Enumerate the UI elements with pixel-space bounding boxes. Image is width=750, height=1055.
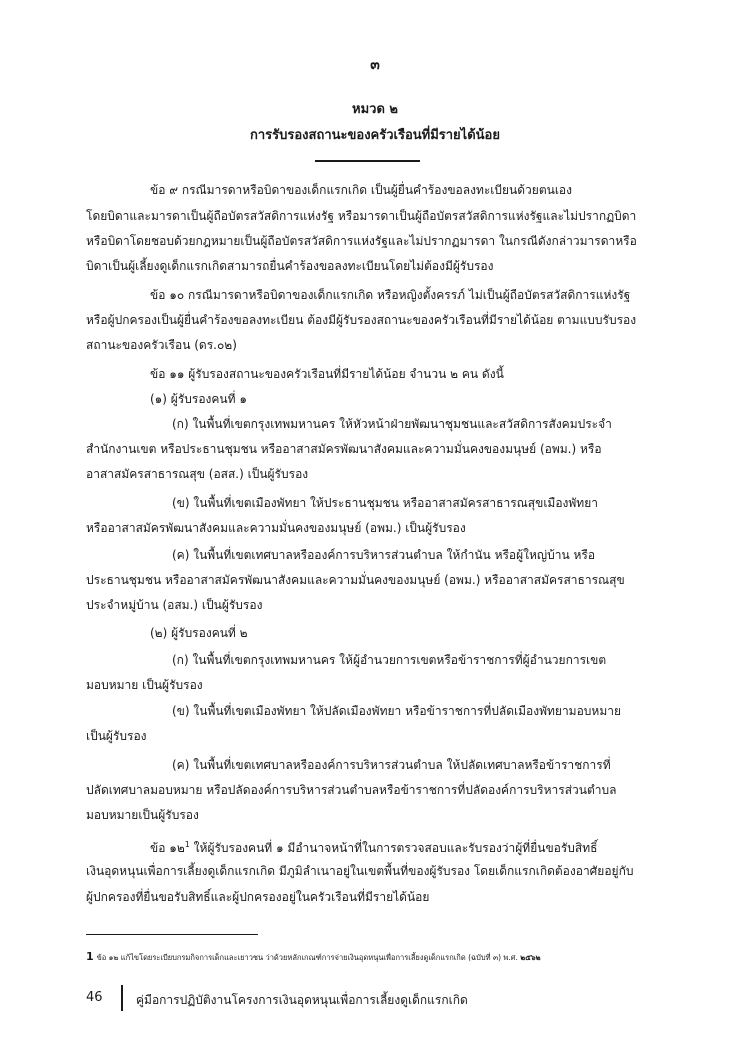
certifier-2-a-line-2: มอบหมาย เป็นผู้รับรอง	[86, 678, 203, 692]
footnote-text: ข้อ ๑๒ แก้ไขโดยระเบียบกรมกิจการเด็กและเยาวชน ว่าด้วยหลักเกณฑ์การจ่ายเงินอุดหนุนเพื่อการเลี้ยงดูเด็กแรกเกิด (ฉบับที่ ๓) พ.ศ.	[96, 953, 521, 962]
certifier-2-c-line-1: (ค) ในพื้นที่เขตเทศบาลหรือองค์การบริหารส่วนตำบล ให้ปลัดเทศบาลหรือข้าราชการที่	[172, 758, 611, 772]
footnote-reference[interactable]: 1	[184, 840, 190, 849]
certifier-1-a-line-1: (ก) ในพื้นที่เขตกรุงเทพมหานคร ให้หัวหน้าฝ่ายพัฒนาชุมชนและสวัสดิการสังคมประจำ	[172, 417, 612, 431]
footnote	[86, 950, 541, 964]
footnote-separator	[86, 934, 258, 935]
footer-page-number: 46	[86, 990, 103, 1005]
clause-9-line-2: โดยบิดาและมารดาเป็นผู้ถือบัตรสวัสดิการแห่งรัฐ หรือมารดาเป็นผู้ถือบัตรสวัสดิการแห่งรัฐและไม่ปรากฏบิดา	[86, 209, 637, 223]
footnote-marker: 1	[86, 950, 94, 963]
certifier-2-b-line-2: เป็นผู้รับรอง	[86, 729, 147, 743]
certifier-2-heading: (๒) ผู้รับรองคนที่ ๒	[150, 626, 248, 640]
certifier-1-b-line-2: หรืออาสาสมัครพัฒนาสังคมและความมั่นคงของมนุษย์ (อพม.) เป็นผู้รับรอง	[86, 521, 466, 535]
certifier-1-c-line-2: ประธานชุมชน หรืออาสาสมัครพัฒนาสังคมและความมั่นคงของมนุษย์ (อพม.) หรืออาสาสมัครสาธารณสุข	[86, 573, 625, 587]
clause-12-line-1	[150, 837, 597, 856]
clause-12-label: ข้อ ๑๒	[150, 841, 185, 855]
certifier-1-a-line-3: อาสาสมัครสาธารณสุข (อสส.) เป็นผู้รับรอง	[86, 467, 309, 481]
certifier-1-b-line-1: (ข) ในพื้นที่เขตเมืองพัทยา ให้ประธานชุมชน หรืออาสาสมัครสาธารณสุขเมืองพัทยา	[172, 496, 598, 510]
clause-12-line-2: เงินอุดหนุนเพื่อการเลี้ยงดูเด็กแรกเกิด มีภูมิลำเนาอยู่ในเขตพื้นที่ของผู้รับรอง โดยเด็กแรกเกิดต้องอาศัยอยู่กับ	[86, 864, 634, 878]
certifier-1-a-line-2: สำนักงานเขต หรือประธานชุมชน หรืออาสาสมัครพัฒนาสังคมและความมั่นคงของมนุษย์ (อพม.) หรือ	[86, 442, 602, 456]
chapter-label: หมวด ๒	[352, 102, 398, 117]
clause-12-line-3: ผู้ปกครองที่ยื่นขอรับสิทธิ์และผู้ปกครองอยู่ในครัวเรือนที่มีรายได้น้อย	[86, 890, 430, 904]
certifier-1-heading: (๑) ผู้รับรองคนที่ ๑	[150, 392, 247, 406]
footer-title: คู่มือการปฏิบัติงานโครงการเงินอุดหนุนเพื่อการเลี้ยงดูเด็กแรกเกิด	[136, 993, 468, 1007]
clause-11-line-1: ข้อ ๑๑ ผู้รับรองสถานะของครัวเรือนที่มีรายได้น้อย จำนวน ๒ คน ดังนี้	[150, 367, 504, 381]
clause-12-text: ให้ผู้รับรองคนที่ ๑ มีอำนาจหน้าที่ในการตรวจสอบและรับรองว่าผู้ที่ยื่นขอรับสิทธิ์	[189, 841, 598, 855]
clause-10-line-1: ข้อ ๑๐ กรณีมารดาหรือบิดาของเด็กแรกเกิด หรือหญิงตั้งครรภ์ ไม่เป็นผู้ถือบัตรสวัสดิการแห่งรัฐ	[150, 288, 631, 302]
clause-9-line-4: บิดาเป็นผู้เลี้ยงดูเด็กแรกเกิดสามารถยื่นคำร้องขอลงทะเบียนโดยไม่ต้องมีผู้รับรอง	[86, 259, 494, 273]
footnote-year: ๒๕๖๒	[520, 953, 541, 962]
certifier-2-a-line-1: (ก) ในพื้นที่เขตกรุงเทพมหานคร ให้ผู้อำนวยการเขตหรือข้าราชการที่ผู้อำนวยการเขต	[172, 653, 607, 667]
certifier-2-b-line-1: (ข) ในพื้นที่เขตเมืองพัทยา ให้ปลัดเมืองพัทยา หรือข้าราชการที่ปลัดเมืองพัทยามอบหมาย	[172, 704, 622, 718]
certifier-1-c-line-1: (ค) ในพื้นที่เขตเทศบาลหรือองค์การบริหารส่วนตำบล ให้กำนัน หรือผู้ใหญ่บ้าน หรือ	[172, 548, 596, 562]
chapter-title: การรับรองสถานะของครัวเรือนที่มีรายได้น้อย	[250, 128, 500, 143]
clause-10-line-2: หรือผู้ปกครองเป็นผู้ยื่นคำร้องขอลงทะเบียน ต้องมีผู้รับรองสถานะของครัวเรือนที่มีรายได้น้อย ตามแบบรับรอง	[86, 313, 637, 327]
clause-9-line-3: หรือบิดาโดยชอบด้วยกฎหมายเป็นผู้ถือบัตรสวัสดิการแห่งรัฐและไม่ปรากฏมารดา ในกรณีดังกล่าวมารดาหรือ	[86, 234, 637, 248]
clause-10-line-3: สถานะของครัวเรือน (ดร.๐๒)	[86, 338, 237, 352]
certifier-1-c-line-3: ประจำหมู่บ้าน (อสม.) เป็นผู้รับรอง	[86, 598, 263, 612]
page-number: ๓	[370, 57, 380, 73]
certifier-2-c-line-2: ปลัดเทศบาลมอบหมาย หรือปลัดองค์การบริหารส่วนตำบลหรือข้าราชการที่ปลัดองค์การบริหารส่วนตำบล	[86, 783, 617, 797]
clause-9-line-1: ข้อ ๙ กรณีมารดาหรือบิดาของเด็กแรกเกิด เป็นผู้ยื่นคำร้องขอลงทะเบียนด้วยตนเอง	[150, 183, 572, 197]
certifier-2-c-line-3: มอบหมายเป็นผู้รับรอง	[86, 808, 199, 822]
title-underline	[315, 160, 420, 162]
footer-divider	[121, 985, 123, 1011]
